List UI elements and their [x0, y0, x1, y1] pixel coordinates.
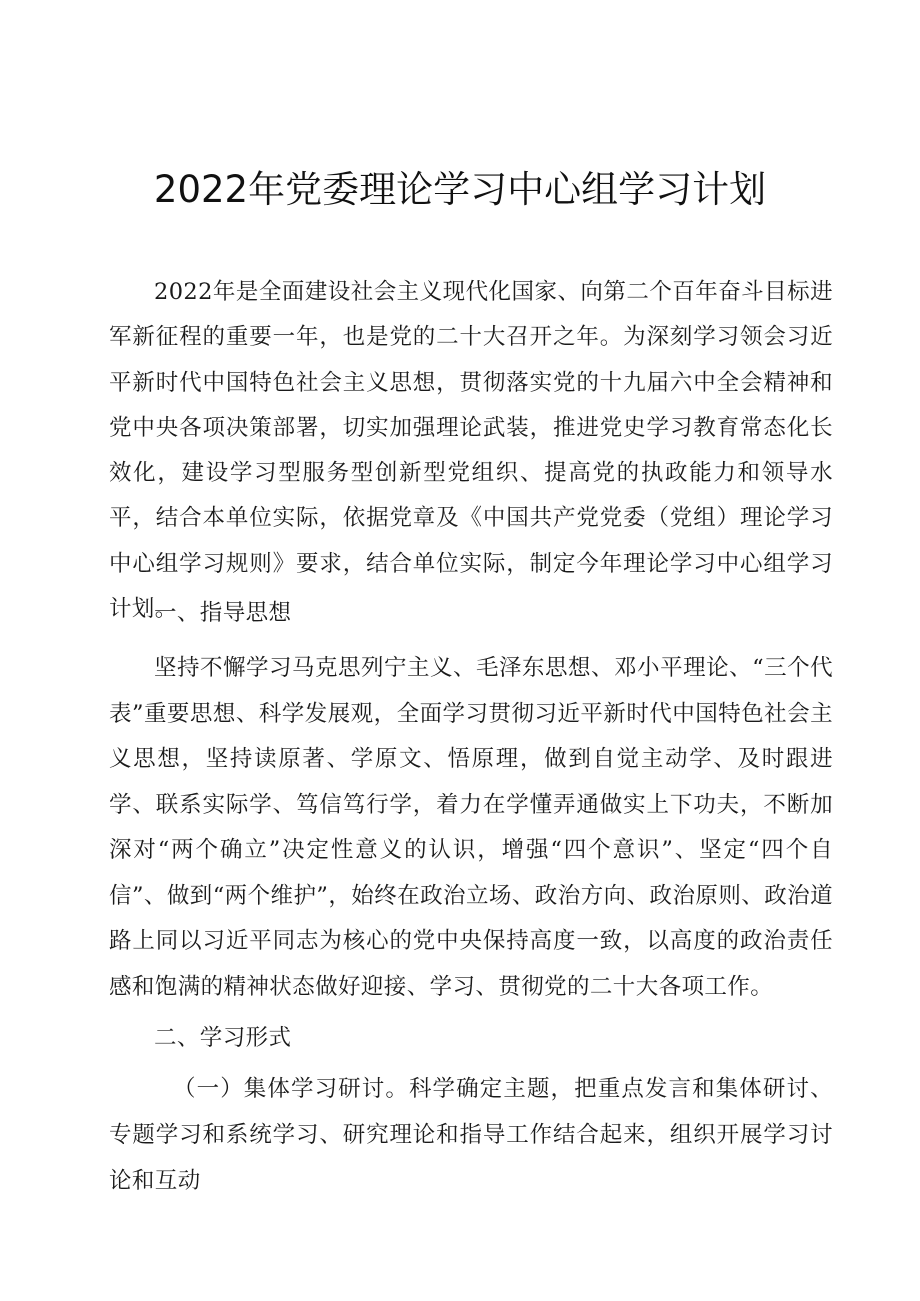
study-forms-item-1-paragraph: （一）集体学习研讨。科学确定主题，把重点发言和集体研讨、专题学习和系统学习、研究理论和指导工作结合起来，组织开展学习讨论和互动 [109, 1076, 833, 1194]
guiding-ideology-paragraph: 坚持不懈学习马克思列宁主义、毛泽东思想、邓小平理论、“三个代表”重要思想、科学发展观，全面学习贯彻习近平新时代中国特色社会主义思想，坚持读原著、学原文、悟原理，做到自觉主动学、及时跟进学、联系实际学、笃信笃行学，着力在学懂弄通做实上下功夫，不断加深对“两个确立”决定性意义的认识，增强“四个意识”、坚定“四个自信”、做到“两个维护”，始终在政治立场、政治方向、政治原则、政治道路上同以习近平同志为核心的党中央保持高度一致，以高度的政治责任感和饱满的精神状态做好迎接、学习、贯彻党的二十大各项工作。 [109, 655, 833, 1000]
document-title: 2022年党委理论学习中心组学习计划 [153, 168, 767, 211]
intro-paragraph: 2022年是全面建设社会主义现代化国家、向第二个百年奋斗目标进军新征程的重要一年，也是党的二十大召开之年。为深刻学习领会习近平新时代中国特色社会主义思想，贯彻落实党的十九届六中全会精神和党中央各项决策部署，切实加强理论武装，推进党史学习教育常态化长效化，建设学习型服务型创新型党组织、提高党的执政能力和领导水平，结合本单位实际，依据党章及《中国共产党党委（党组）理论学习中心组学习规则》要求，结合单位实际，制定今年理论学习中心组学习计划。 [109, 279, 833, 623]
section-heading-study-forms: 二、学习形式 [154, 1025, 292, 1051]
section-heading-guiding-ideology: 一、指导思想 [154, 600, 292, 626]
